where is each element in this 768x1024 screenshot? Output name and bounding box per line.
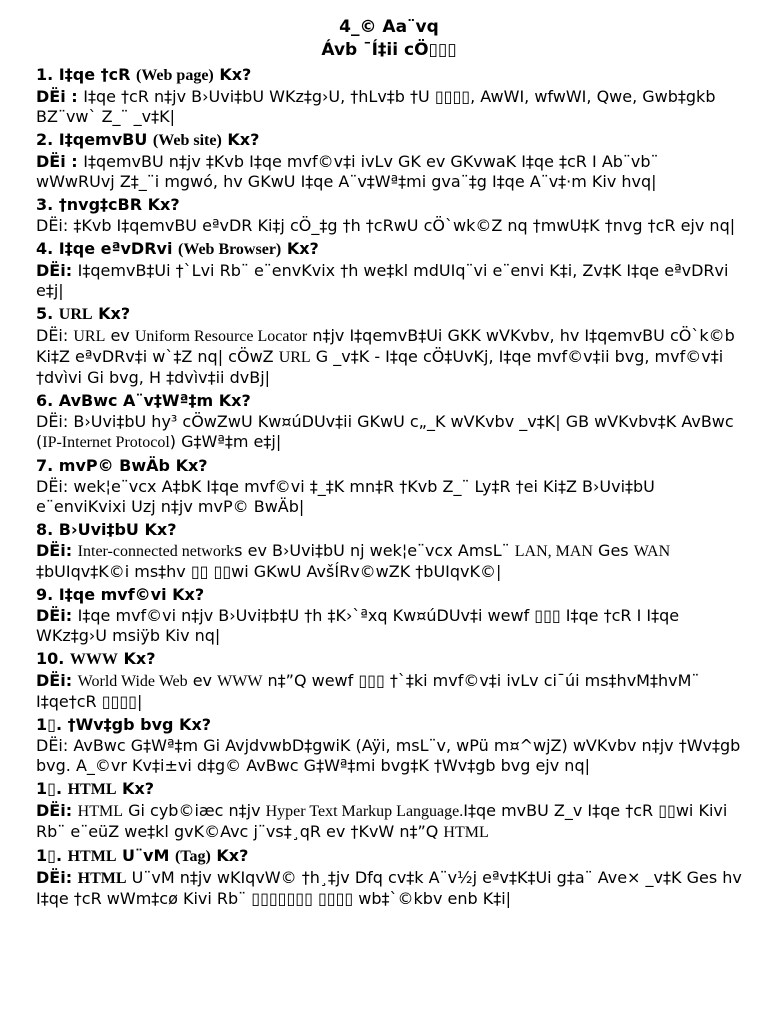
question-text-segment: HTML xyxy=(67,848,117,865)
answer-text-segment: DËi: xyxy=(36,541,78,560)
question-text-segment: 1▯. xyxy=(36,846,68,865)
document-header xyxy=(36,16,742,62)
answer-text-segment: DËi: B›Uvi‡bU hy³ cÖwZwU Kw¤úDUv‡ii GKwU c„_K wVKvbv _v‡K| GB wVKvbv‡K AvBwc ( xyxy=(36,412,734,451)
question-text-segment: 1. I‡qe †cR xyxy=(36,65,136,84)
answer-text-segment: G _v‡K - I‡qe cÖ‡UvKj, I‡qe mvf©v‡ii bvg, mvf©v‡i †dvìvi Gi bvg, H ‡dvìv‡ii dvBj| xyxy=(36,347,724,387)
question-heading xyxy=(36,129,742,152)
answer-text-segment: n‡jv I‡qemvB‡Ui GKK wVKvbv, hv I‡qemvBU cÖ`k©b Ki‡Z eªvDRv‡i w`‡Z nq| cÖwZ xyxy=(36,326,735,366)
answer-text-segment: WAN xyxy=(633,543,671,560)
answer-text-segment: U¨vM n‡jv wKIqvW© †h¸‡jv Dfq cv‡k A¨v½j eªv‡K‡Ui g‡a¨ Ave× _v‡K Ges hv I‡qe †cR wWm‡cø Kivi Rb¨ ▯▯▯▯▯▯▯ ▯▯▯▯ wb‡`©kbv enb K‡i| xyxy=(36,868,742,908)
question-text-segment: URL xyxy=(58,306,93,323)
answer-text-segment: ev xyxy=(105,326,135,345)
answer-text-segment: URL xyxy=(278,349,311,366)
question-heading xyxy=(36,845,742,868)
answer-paragraph xyxy=(36,326,742,388)
answer-text-segment: I‡qe mvf©vi n‡jv B›Uvi‡b‡U †h ‡K›`ªxq Kw¤úDUv‡i wewf ▯▯▯ I‡qe †cR I I‡qe WKz‡g›U msiÿb Kiv nq| xyxy=(36,606,680,645)
answer-text-segment: ) G‡Wª‡m e‡j| xyxy=(169,432,282,451)
answer-text-segment: I‡qe mvBU Z_v I‡qe †cR ▯▯wi Kivi Rb¨ e¨eüZ we‡kl gvK©Avc j¨vs‡¸qR ev †KvW n‡”Q xyxy=(36,801,728,841)
answer-paragraph xyxy=(36,606,742,646)
question-text-segment: Kx? xyxy=(92,304,131,323)
question-text-segment: 1▯. xyxy=(36,779,68,798)
question-text-segment: 6. AvBwc A¨v‡Wª‡m Kx? xyxy=(36,391,251,410)
question-text-segment: 5. xyxy=(36,304,59,323)
answer-text-segment: n‡”Q wewf ▯▯▯ †`‡ki mvf©v‡i ivLv ci¯úi ms‡hvM‡hvM¨ I‡qe†cR ▯▯▯▯| xyxy=(36,671,700,711)
answer-paragraph xyxy=(36,216,742,236)
question-text-segment: 1▯. †Wv‡gb bvg Kx? xyxy=(36,715,212,734)
question-text-segment: (Web Browser) xyxy=(178,241,282,258)
question-text-segment: Kx? xyxy=(213,65,252,84)
question-heading xyxy=(36,64,742,87)
header-chapter-title: 4_© Aa¨vq xyxy=(339,17,439,37)
answer-text-segment: DËi: xyxy=(36,868,78,887)
answer-text-segment: IP-Internet Protocol xyxy=(42,434,170,451)
answer-text-segment: DËi : xyxy=(36,87,84,106)
question-heading xyxy=(36,648,742,671)
question-text-segment: 4. I‡qe eªvDRvi xyxy=(36,239,178,258)
answer-text-segment: DËi: xyxy=(36,261,78,280)
answer-text-segment: DËi: xyxy=(36,671,78,690)
answer-paragraph xyxy=(36,152,742,192)
question-heading xyxy=(36,194,742,216)
answer-text-segment: DËi: AvBwc G‡Wª‡m Gi AvjdvwbD‡gwiK (Aÿi, msL¨v, wPü m¤^wjZ) wVKvbv n‡jv †Wv‡gb bvg. A_©vr Kv‡i±vi d‡g© AvBwc G‡Wª‡mi bvg‡K †Wv‡gb bvg ejv nq| xyxy=(36,736,741,775)
answer-text-segment: s ev B›Uvi‡bU nj wek¦e¨vcx AmsL¨ xyxy=(234,541,515,560)
answer-paragraph xyxy=(36,868,742,909)
question-heading xyxy=(36,303,742,326)
answer-text-segment: Ges xyxy=(592,541,634,560)
answer-text-segment: Gi cyb©iæc n‡jv xyxy=(123,801,266,820)
answer-text-segment: Inter-connected network xyxy=(77,543,235,560)
header-subtitle: Ávb ¯Í‡ii cÖ▯▯▯ xyxy=(321,40,457,60)
answer-text-segment: World Wide Web xyxy=(77,673,188,690)
answer-paragraph xyxy=(36,541,742,582)
question-text-segment: Kx? xyxy=(210,846,249,865)
answer-paragraph xyxy=(36,412,742,453)
answer-text-segment: I‡qemvBU n‡jv ‡Kvb I‡qe mvf©v‡i ivLv GK ev GKvwaK I‡qe ‡cR I Ab¨vb¨ wWwRUvj Z‡_¨i mgwó, hv GKwU I‡qe A¨v‡Wª‡mi gva¨‡g I‡qe A¨v‡·m Kiv hvq| xyxy=(36,152,659,191)
answer-paragraph xyxy=(36,477,742,517)
question-text-segment: (Web site) xyxy=(152,132,222,149)
question-heading xyxy=(36,584,742,606)
answer-text-segment: HTML xyxy=(443,824,489,841)
question-text-segment: Kx? xyxy=(221,130,260,149)
answer-text-segment: ‡bUIqv‡K©i ms‡hv ▯▯ ▯▯wi GKwU AvšÍRv©wZK †bUIqvK©| xyxy=(36,562,502,581)
answer-text-segment: DËi: xyxy=(36,606,78,625)
answer-text-segment: WWW xyxy=(217,673,263,690)
question-text-segment: 2. I‡qemvBU xyxy=(36,130,153,149)
qa-list xyxy=(36,64,742,909)
question-text-segment: 7. mvP© BwÄb Kx? xyxy=(36,456,208,475)
answer-text-segment: I‡qemvB‡Ui †`Lvi Rb¨ e¨envKvix †h we‡kl mdUIq¨vi e¨envi K‡i, Zv‡K I‡qe eªvDRvi e‡j| xyxy=(36,261,729,300)
answer-paragraph xyxy=(36,801,742,843)
question-heading xyxy=(36,714,742,736)
question-text-segment: Kx? xyxy=(116,779,155,798)
answer-text-segment: LAN, MAN xyxy=(514,543,593,560)
answer-paragraph xyxy=(36,736,742,776)
answer-text-segment: ev xyxy=(187,671,218,690)
answer-text-segment: Uniform Resource Locator xyxy=(134,328,308,345)
answer-text-segment: DËi: wek¦e¨vcx A‡bK I‡qe mvf©vi ‡_‡K mn‡R †Kvb Z_¨ Ly‡R †ei Ki‡Z B›Uvi‡bU e¨enviKvixi Uzj n‡jv mvP© BwÄb| xyxy=(36,477,655,516)
question-text-segment: WWW xyxy=(69,651,118,668)
question-text-segment: (Web page) xyxy=(135,67,214,84)
answer-paragraph xyxy=(36,87,742,127)
question-text-segment: 3. †nvg‡cBR Kx? xyxy=(36,195,180,214)
answer-paragraph xyxy=(36,671,742,712)
answer-text-segment: HTML xyxy=(77,803,123,820)
answer-text-segment: DËi: xyxy=(36,326,74,345)
question-heading xyxy=(36,455,742,477)
question-text-segment: Kx? xyxy=(117,649,156,668)
question-text-segment: 9. I‡qe mvf©vi Kx? xyxy=(36,585,205,604)
answer-text-segment: HTML xyxy=(77,870,127,887)
question-text-segment: 10. xyxy=(36,649,70,668)
answer-text-segment: DËi: xyxy=(36,801,78,820)
question-heading xyxy=(36,238,742,261)
answer-text-segment: I‡qe †cR n‡jv B›Uvi‡bU WKz‡g›U, †hLv‡b †U ▯▯▯▯, AwWI, wfwWI, Qwe, Gwb‡gkb BZ¨vw` Z_¨ _v‡K| xyxy=(36,87,716,126)
answer-paragraph xyxy=(36,261,742,301)
question-text-segment: HTML xyxy=(67,781,117,798)
question-heading xyxy=(36,390,742,412)
question-text-segment: Kx? xyxy=(281,239,319,258)
question-heading xyxy=(36,778,742,801)
answer-text-segment: DËi : xyxy=(36,152,84,171)
question-text-segment: (Tag) xyxy=(174,848,211,865)
answer-text-segment: DËi: ‡Kvb I‡qemvBU eªvDR Ki‡j cÖ_‡g †h †cRwU cÖ`wk©Z nq †mwU‡K †nvg †cR ejv nq| xyxy=(36,216,736,235)
answer-text-segment: Hyper Text Markup Language. xyxy=(265,803,464,820)
question-text-segment: 8. B›Uvi‡bU Kx? xyxy=(36,520,177,539)
question-text-segment: U¨vM xyxy=(116,846,175,865)
question-heading xyxy=(36,519,742,541)
answer-text-segment: URL xyxy=(73,328,106,345)
